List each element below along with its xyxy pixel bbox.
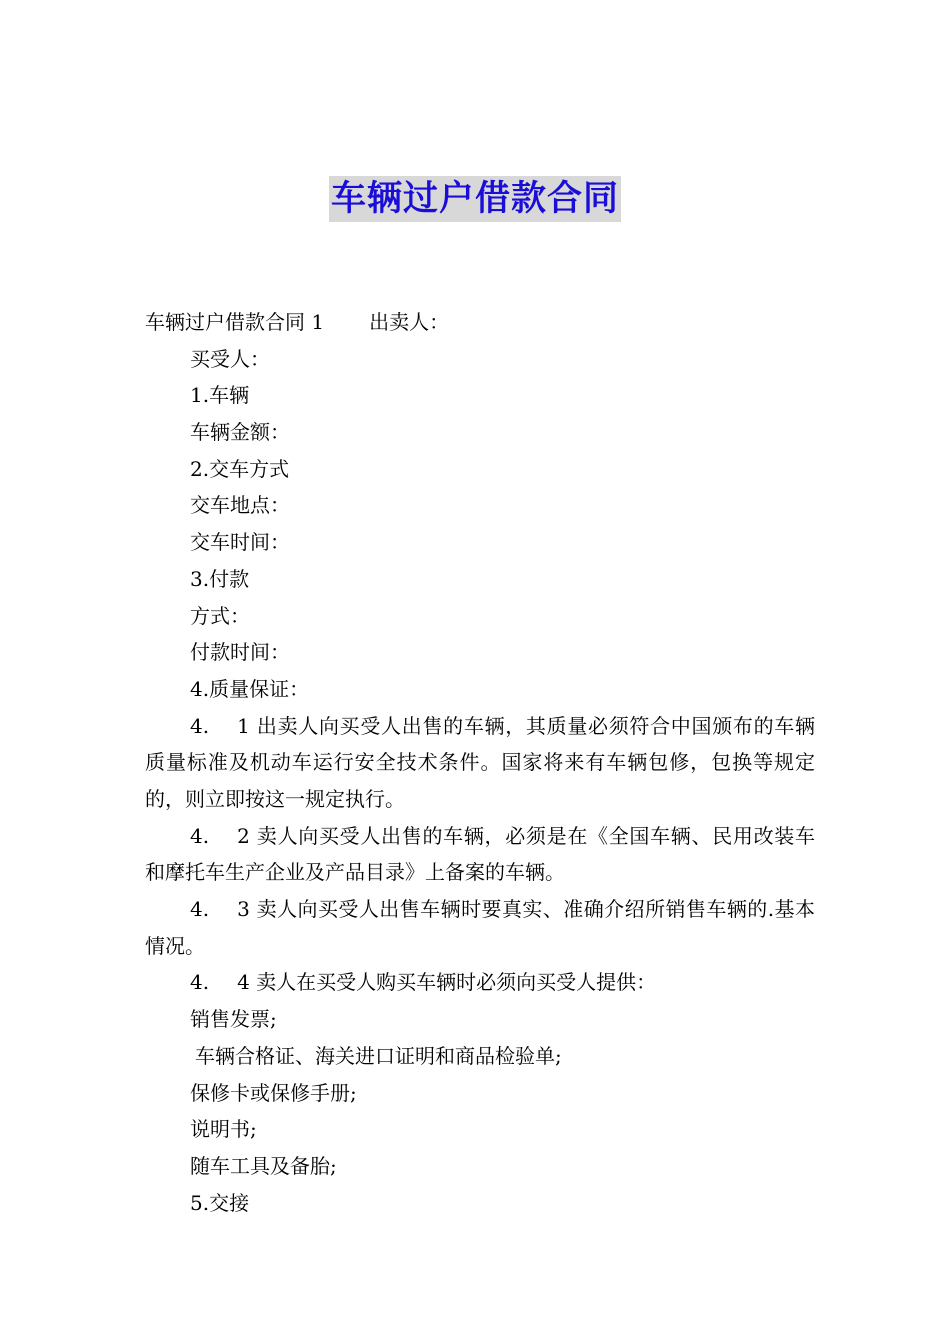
clause-4-1 [145, 708, 815, 818]
clause-text: 1 出卖人向买受人出售的车辆，其质量必须符合中国颁布的车辆质量标准及机动车运行安全技术条件。国家将来有车辆包修，包换等规定的，则立即按这一规定执行。 [145, 713, 815, 811]
document-body [145, 304, 815, 1221]
delivery-place-label: 交车地点： [190, 493, 290, 518]
delivery-time-label: 交车时间： [190, 530, 290, 555]
title-area [0, 176, 950, 222]
clause-number: 4. [190, 897, 210, 922]
doc-item-certificate: 车辆合格证、海关进口证明和商品检验单; [195, 1043, 562, 1068]
section-1-heading: 1.车辆 [190, 383, 250, 408]
doc-item-tools: 随车工具及备胎; [190, 1153, 337, 1178]
clause-4-2 [145, 818, 815, 891]
doc-item-manual: 说明书; [190, 1117, 257, 1142]
contract-label: 车辆过户借款合同 1 [145, 310, 325, 334]
seller-label: 出卖人： [369, 310, 450, 334]
buyer-label: 买受人： [190, 346, 270, 371]
clause-number: 4. [190, 713, 210, 738]
clause-text: 3 卖人向买受人出售车辆时要真实、准确介绍所销售车辆的.基本情况。 [145, 897, 815, 958]
vehicle-amount-label: 车辆金额： [190, 420, 290, 445]
clause-text: 2 卖人向买受人出售的车辆，必须是在《全国车辆、民用改装车和摩托车生产企业及产品目录》上备案的车辆。 [145, 823, 815, 885]
section-3-heading: 3.付款 [190, 566, 250, 591]
payment-method-label: 方式： [190, 603, 250, 628]
clause-text: 4 卖人在买受人购买车辆时必须向买受人提供： [237, 970, 657, 995]
header-line [145, 304, 815, 341]
payment-time-label: 付款时间： [190, 640, 290, 665]
doc-item-warranty: 保修卡或保修手册; [190, 1080, 357, 1105]
doc-item-invoice: 销售发票; [190, 1007, 277, 1032]
section-2-heading: 2.交车方式 [190, 456, 290, 481]
clause-number: 4. [190, 970, 210, 995]
section-5-heading: 5.交接 [190, 1190, 250, 1215]
section-4-heading: 4.质量保证： [190, 676, 310, 701]
clause-number: 4. [190, 823, 210, 848]
clause-4-3 [145, 891, 815, 964]
clause-4-4 [145, 964, 815, 1001]
document-title: 车辆过户借款合同 [329, 176, 621, 222]
